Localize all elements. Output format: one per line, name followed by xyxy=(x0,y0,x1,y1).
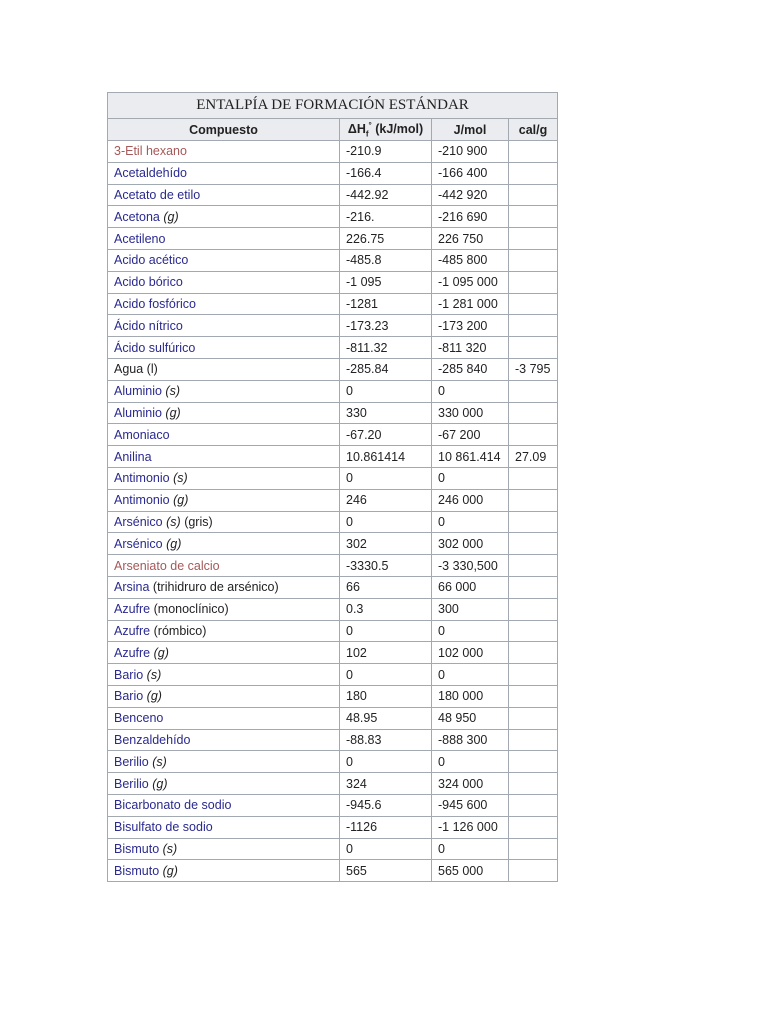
enthalpy-j-cell: 300 xyxy=(432,598,509,620)
table-row xyxy=(108,162,558,184)
compound-cell xyxy=(108,446,340,468)
compound-cell xyxy=(108,271,340,293)
enthalpy-cal-cell xyxy=(509,860,558,882)
compound-cell xyxy=(108,860,340,882)
enthalpy-cal-cell xyxy=(509,271,558,293)
enthalpy-j-cell: 66 000 xyxy=(432,576,509,598)
table-body xyxy=(108,141,558,882)
enthalpy-j-cell: 48 950 xyxy=(432,707,509,729)
enthalpy-j-cell: 0 xyxy=(432,664,509,686)
compound-cell xyxy=(108,467,340,489)
enthalpy-cal-cell xyxy=(509,576,558,598)
enthalpy-kj-cell: -88.83 xyxy=(340,729,432,751)
table-row xyxy=(108,576,558,598)
compound-phase: (s) xyxy=(152,754,167,769)
table-row xyxy=(108,315,558,337)
enthalpy-j-cell: -888 300 xyxy=(432,729,509,751)
table-row xyxy=(108,206,558,228)
enthalpy-j-cell: 0 xyxy=(432,620,509,642)
enthalpy-j-cell: -285 840 xyxy=(432,358,509,380)
compound-name-link[interactable]: Acetileno xyxy=(114,231,166,246)
compound-cell xyxy=(108,228,340,250)
table-row xyxy=(108,141,558,163)
compound-name-link[interactable]: Acetato de etilo xyxy=(114,187,201,202)
table-row xyxy=(108,467,558,489)
compound-cell xyxy=(108,315,340,337)
compound-name-link[interactable]: Bicarbonato de sodio xyxy=(114,798,232,813)
enthalpy-j-cell: -442 920 xyxy=(432,184,509,206)
compound-phase: (g) xyxy=(173,493,189,508)
table-row xyxy=(108,446,558,468)
compound-cell xyxy=(108,162,340,184)
compound-note: (monoclínico) xyxy=(153,602,229,617)
table-row xyxy=(108,773,558,795)
enthalpy-cal-cell xyxy=(509,337,558,359)
table-row xyxy=(108,228,558,250)
table-row xyxy=(108,794,558,816)
enthalpy-kj-cell: -945.6 xyxy=(340,794,432,816)
compound-name-link[interactable]: Arsénico xyxy=(114,514,163,529)
enthalpy-kj-cell: -485.8 xyxy=(340,249,432,271)
enthalpy-cal-cell xyxy=(509,228,558,250)
compound-cell xyxy=(108,249,340,271)
enthalpy-cal-cell xyxy=(509,533,558,555)
compound-phase: (g) xyxy=(152,776,168,791)
enthalpy-kj-cell: 330 xyxy=(340,402,432,424)
compound-name-link[interactable]: Arsina xyxy=(114,580,150,595)
header-dh-symbol: ΔH xyxy=(347,121,366,136)
enthalpy-cal-cell xyxy=(509,642,558,664)
compound-cell xyxy=(108,838,340,860)
enthalpy-j-cell: 0 xyxy=(432,467,509,489)
enthalpy-kj-cell: 180 xyxy=(340,685,432,707)
enthalpy-cal-cell xyxy=(509,838,558,860)
compound-phase: (s) xyxy=(173,471,188,486)
compound-name-link[interactable]: Azufre xyxy=(114,623,151,638)
enthalpy-cal-cell xyxy=(509,598,558,620)
compound-cell xyxy=(108,598,340,620)
compound-phase: (s) xyxy=(165,384,180,399)
compound-phase: (s) xyxy=(166,514,181,529)
header-dh-unit: (kJ/mol) xyxy=(371,121,424,136)
header-enthalpy[interactable] xyxy=(340,119,432,141)
enthalpy-j-cell: 302 000 xyxy=(432,533,509,555)
compound-cell xyxy=(108,293,340,315)
compound-phase: (g) xyxy=(166,536,182,551)
compound-cell xyxy=(108,729,340,751)
compound-note: (gris) xyxy=(184,514,213,529)
compound-cell xyxy=(108,141,340,163)
compound-name-link[interactable]: Benceno xyxy=(114,711,164,726)
enthalpy-j-cell: 10 861.414 xyxy=(432,446,509,468)
enthalpy-kj-cell: -811.32 xyxy=(340,337,432,359)
compound-cell xyxy=(108,533,340,555)
table-caption: ENTALPÍA DE FORMACIÓN ESTÁNDAR xyxy=(107,92,558,118)
compound-name-link[interactable]: Benzaldehído xyxy=(114,732,191,747)
enthalpy-kj-cell: -1126 xyxy=(340,816,432,838)
enthalpy-cal-cell xyxy=(509,184,558,206)
enthalpy-kj-cell: 0 xyxy=(340,751,432,773)
enthalpy-j-cell: 0 xyxy=(432,380,509,402)
enthalpy-kj-cell: -285.84 xyxy=(340,358,432,380)
enthalpy-j-cell: 226 750 xyxy=(432,228,509,250)
compound-name-link[interactable]: 3-Etil hexano xyxy=(114,144,187,159)
enthalpy-j-cell: -945 600 xyxy=(432,794,509,816)
table-row xyxy=(108,664,558,686)
compound-cell xyxy=(108,685,340,707)
header-jmol[interactable]: J/mol xyxy=(432,119,509,141)
compound-name-link[interactable]: Bario xyxy=(114,689,144,704)
compound-cell xyxy=(108,424,340,446)
compound-name-link[interactable]: Arseniato de calcio xyxy=(114,558,220,573)
enthalpy-kj-cell: 0 xyxy=(340,467,432,489)
compound-name-link[interactable]: Acido acético xyxy=(114,253,189,268)
header-dh-sup: ° xyxy=(368,120,372,130)
compound-cell xyxy=(108,642,340,664)
table-row xyxy=(108,555,558,577)
enthalpy-j-cell: 565 000 xyxy=(432,860,509,882)
table-row xyxy=(108,249,558,271)
compound-phase: (s) xyxy=(146,667,162,682)
enthalpy-kj-cell: 324 xyxy=(340,773,432,795)
compound-note: (rómbico) xyxy=(153,623,207,638)
enthalpy-kj-cell: 0 xyxy=(340,380,432,402)
enthalpy-j-cell: 0 xyxy=(432,511,509,533)
enthalpy-cal-cell xyxy=(509,424,558,446)
enthalpy-cal-cell xyxy=(509,729,558,751)
enthalpy-kj-cell: 0.3 xyxy=(340,598,432,620)
enthalpy-kj-cell: 0 xyxy=(340,838,432,860)
compound-name-link[interactable]: Acido fosfórico xyxy=(114,296,196,311)
table-row xyxy=(108,358,558,380)
enthalpy-j-cell: -67 200 xyxy=(432,424,509,446)
enthalpy-kj-cell: -442.92 xyxy=(340,184,432,206)
enthalpy-j-cell: 0 xyxy=(432,838,509,860)
enthalpy-cal-cell xyxy=(509,664,558,686)
table-row xyxy=(108,424,558,446)
compound-cell xyxy=(108,358,340,380)
compound-cell xyxy=(108,206,340,228)
enthalpy-cal-cell xyxy=(509,467,558,489)
enthalpy-cal-cell xyxy=(509,707,558,729)
enthalpy-j-cell: 180 000 xyxy=(432,685,509,707)
table-row xyxy=(108,707,558,729)
compound-name-link[interactable]: Amoniaco xyxy=(114,427,170,442)
header-row xyxy=(108,119,558,141)
compound-name-link[interactable]: Bisulfato de sodio xyxy=(114,820,213,835)
enthalpy-cal-cell xyxy=(509,816,558,838)
enthalpy-j-cell: -1 095 000 xyxy=(432,271,509,293)
enthalpy-j-cell: -216 690 xyxy=(432,206,509,228)
table-row xyxy=(108,293,558,315)
table-row xyxy=(108,860,558,882)
compound-name-link[interactable]: Bismuto xyxy=(114,863,160,878)
enthalpy-cal-cell: 27.09 xyxy=(509,446,558,468)
enthalpy-cal-cell: -3 795 xyxy=(509,358,558,380)
table-row xyxy=(108,751,558,773)
enthalpy-j-cell: -811 320 xyxy=(432,337,509,359)
table-row xyxy=(108,598,558,620)
enthalpy-j-cell: -210 900 xyxy=(432,141,509,163)
enthalpy-kj-cell: -166.4 xyxy=(340,162,432,184)
compound-name-link[interactable]: Berilio xyxy=(114,776,149,791)
enthalpy-cal-cell xyxy=(509,751,558,773)
table-row xyxy=(108,402,558,424)
enthalpy-kj-cell: 102 xyxy=(340,642,432,664)
enthalpy-j-cell: 324 000 xyxy=(432,773,509,795)
enthalpy-kj-cell: -216. xyxy=(340,206,432,228)
compound-cell xyxy=(108,707,340,729)
table-row xyxy=(108,620,558,642)
table-row xyxy=(108,271,558,293)
compound-cell xyxy=(108,751,340,773)
compound-name-link[interactable]: Acetona xyxy=(114,209,160,224)
enthalpy-j-cell: -485 800 xyxy=(432,249,509,271)
enthalpy-cal-cell xyxy=(509,162,558,184)
enthalpy-cal-cell xyxy=(509,794,558,816)
compound-phase: (g) xyxy=(165,405,181,420)
compound-name-link[interactable]: Bario xyxy=(114,667,144,682)
enthalpy-cal-cell xyxy=(509,555,558,577)
enthalpy-kj-cell: -3330.5 xyxy=(340,555,432,577)
compound-name-link[interactable]: Aluminio xyxy=(114,405,162,420)
enthalpy-kj-cell: -1 095 xyxy=(340,271,432,293)
compound-name-link[interactable]: Azufre xyxy=(114,645,151,660)
enthalpy-kj-cell: 302 xyxy=(340,533,432,555)
compound-phase: (g) xyxy=(146,689,162,704)
enthalpy-j-cell: 0 xyxy=(432,751,509,773)
enthalpy-j-cell: -166 400 xyxy=(432,162,509,184)
enthalpy-cal-cell xyxy=(509,620,558,642)
table-row xyxy=(108,685,558,707)
compound-phase: (g) xyxy=(162,863,178,878)
enthalpy-kj-cell: 0 xyxy=(340,511,432,533)
enthalpy-j-cell: -1 281 000 xyxy=(432,293,509,315)
header-calg[interactable]: cal/g xyxy=(509,119,558,141)
enthalpy-cal-cell xyxy=(509,489,558,511)
compound-note: (trihidruro de arsénico) xyxy=(152,580,279,595)
compound-name-link[interactable]: Anilina xyxy=(114,449,152,464)
table-row xyxy=(108,533,558,555)
table-row xyxy=(108,838,558,860)
compound-cell xyxy=(108,511,340,533)
enthalpy-cal-cell xyxy=(509,511,558,533)
compound-cell xyxy=(108,794,340,816)
enthalpy-cal-cell xyxy=(509,141,558,163)
compound-name-link[interactable]: Antimonio xyxy=(114,493,170,508)
table-row xyxy=(108,184,558,206)
compound-cell xyxy=(108,773,340,795)
compound-phase: (g) xyxy=(163,209,179,224)
compound-name-link[interactable]: Ácido sulfúrico xyxy=(114,340,196,355)
enthalpy-cal-cell xyxy=(509,685,558,707)
compound-cell xyxy=(108,664,340,686)
compound-cell xyxy=(108,555,340,577)
enthalpy-j-cell: -1 126 000 xyxy=(432,816,509,838)
header-compound[interactable]: Compuesto xyxy=(108,119,340,141)
enthalpy-j-cell: 102 000 xyxy=(432,642,509,664)
compound-name-link[interactable]: Acetaldehído xyxy=(114,166,187,181)
enthalpy-cal-cell xyxy=(509,249,558,271)
header-dh-sub: f xyxy=(365,129,369,139)
enthalpy-kj-cell: -210.9 xyxy=(340,141,432,163)
enthalpy-kj-cell: -67.20 xyxy=(340,424,432,446)
compound-cell xyxy=(108,380,340,402)
table-row xyxy=(108,816,558,838)
enthalpy-kj-cell: 226.75 xyxy=(340,228,432,250)
compound-name-link[interactable]: Berilio xyxy=(114,754,149,769)
enthalpy-kj-cell: 10.861414 xyxy=(340,446,432,468)
compound-name-link[interactable]: Arsénico xyxy=(114,536,163,551)
compound-cell xyxy=(108,402,340,424)
table-row xyxy=(108,729,558,751)
enthalpy-kj-cell: 66 xyxy=(340,576,432,598)
enthalpy-j-cell: 330 000 xyxy=(432,402,509,424)
enthalpy-j-cell: -173 200 xyxy=(432,315,509,337)
compound-cell xyxy=(108,184,340,206)
compound-phase: (s) xyxy=(162,841,178,856)
enthalpy-kj-cell: -1281 xyxy=(340,293,432,315)
table-row xyxy=(108,380,558,402)
compound-name-link[interactable]: Azufre xyxy=(114,602,151,617)
enthalpy-cal-cell xyxy=(509,402,558,424)
enthalpy-j-cell: 246 000 xyxy=(432,489,509,511)
compound-phase: (g) xyxy=(153,645,169,660)
enthalpy-cal-cell xyxy=(509,773,558,795)
enthalpy-cal-cell xyxy=(509,315,558,337)
enthalpy-j-cell: -3 330,500 xyxy=(432,555,509,577)
enthalpy-cal-cell xyxy=(509,206,558,228)
compound-name-link[interactable]: Aluminio xyxy=(114,384,162,399)
compound-name-link[interactable]: Bismuto xyxy=(114,841,160,856)
table-row xyxy=(108,489,558,511)
enthalpy-kj-cell: 0 xyxy=(340,620,432,642)
enthalpy-kj-cell: 565 xyxy=(340,860,432,882)
compound-name-link[interactable]: Ácido nítrico xyxy=(114,318,183,333)
table-row xyxy=(108,642,558,664)
compound-name-link[interactable]: Antimonio xyxy=(114,471,170,486)
table-row xyxy=(108,511,558,533)
compound-cell xyxy=(108,576,340,598)
enthalpy-cal-cell xyxy=(509,293,558,315)
compound-name-link: Agua (l) xyxy=(114,362,158,377)
compound-name-link[interactable]: Acido bórico xyxy=(114,275,183,290)
enthalpy-kj-cell: 246 xyxy=(340,489,432,511)
enthalpy-table xyxy=(107,92,558,882)
compound-cell xyxy=(108,337,340,359)
compound-cell xyxy=(108,620,340,642)
compound-cell xyxy=(108,816,340,838)
enthalpy-kj-cell: 0 xyxy=(340,664,432,686)
enthalpy-kj-cell: -173.23 xyxy=(340,315,432,337)
compound-cell xyxy=(108,489,340,511)
enthalpy-kj-cell: 48.95 xyxy=(340,707,432,729)
enthalpy-cal-cell xyxy=(509,380,558,402)
table-row xyxy=(108,337,558,359)
